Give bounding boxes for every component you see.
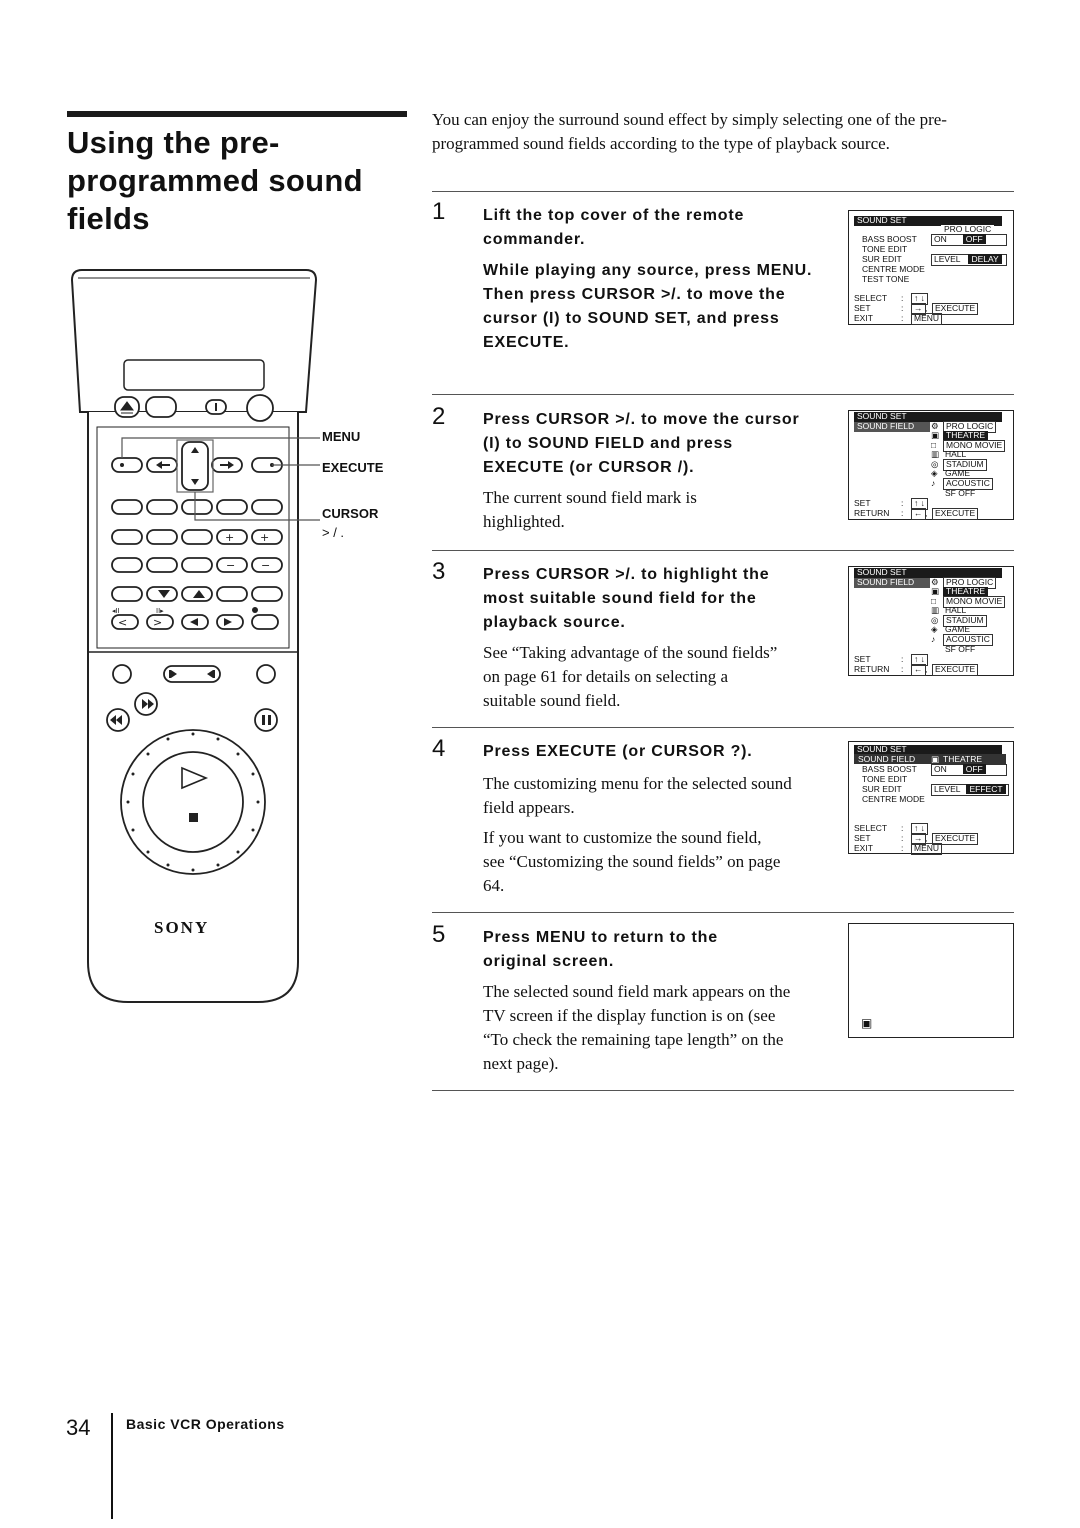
osd-screen-sound-set: SOUND SET SOUND FIELD PRO LOGIC BASS BOOST ON OFF TONE EDIT SUR EDIT LEVEL DELAY CENTRE MODE TEST TONE SELECT : ↑ ↓ SET : → , EXECUTE EXIT : MENU bbox=[848, 210, 1014, 325]
step-body: If you want to customize the sound field, see “Customizing the sound fields” on page 64. bbox=[483, 828, 781, 895]
title-line-1: Using the pre- bbox=[67, 125, 280, 160]
label-execute: EXECUTE bbox=[322, 460, 384, 475]
step-number: 4 bbox=[432, 735, 446, 762]
title-rule bbox=[67, 111, 407, 117]
divider bbox=[432, 1090, 1014, 1091]
svg-text:<: < bbox=[118, 616, 128, 629]
theatre-mark-icon: ▣ bbox=[861, 1016, 873, 1030]
divider bbox=[432, 912, 1014, 913]
page-title bbox=[67, 124, 407, 238]
svg-text:+: + bbox=[225, 531, 235, 544]
step-heading: Press CURSOR >/. to highlight the most suitable sound field for the playback source. bbox=[483, 566, 770, 631]
osd-screen-sound-field-list: SOUND SET SOUND FIELD ⚙ PRO LOGIC ▣ THEATRE □ MONO MOVIE ▥ HALL ◎ STADIUM ◈ GAME ♪ ACOUSTIC SF OFF SET : ↑ ↓ RETURN : ← , EXECUTE bbox=[848, 410, 1014, 520]
svg-text:II▸: II▸ bbox=[156, 607, 164, 615]
svg-text:+: + bbox=[260, 531, 270, 544]
svg-text:◂II: ◂II bbox=[112, 607, 120, 615]
step-heading: Press CURSOR >/. to move the cursor (I) to SOUND FIELD and press EXECUTE (or CURSOR /). bbox=[483, 411, 800, 476]
pause-icon bbox=[255, 709, 277, 731]
step-number: 3 bbox=[432, 558, 446, 585]
step-heading: While playing any source, press MENU. Then press CURSOR >/. to move the cursor (I) to SOUND SET, and press EXECUTE. bbox=[483, 262, 813, 351]
stop-icon bbox=[189, 813, 198, 822]
osd-screen-customize: SOUND SET SOUND FIELD ▣ THEATRE BASS BOOST ON OFF TONE EDIT SUR EDIT LEVEL EFFECT CENTRE MODE SELECT : ↑ ↓ SET : → , EXECUTE EXIT : MENU bbox=[848, 741, 1014, 854]
svg-text:−: − bbox=[226, 559, 236, 572]
step-heading: Lift the top cover of the remote commander. bbox=[483, 207, 745, 248]
step-body: See “Taking advantage of the sound fields” on page 61 for details on selecting a suitable sound field. bbox=[483, 643, 778, 710]
svg-text:−: − bbox=[261, 559, 271, 572]
step-number: 2 bbox=[432, 403, 446, 430]
step-number: 1 bbox=[432, 198, 446, 225]
remote-brand: SONY bbox=[154, 918, 210, 937]
label-cursor-keys: > / . bbox=[322, 525, 345, 540]
osd-screen-sound-field-select: SOUND SET SOUND FIELD ⚙ PRO LOGIC ▣ THEATRE □ MONO MOVIE ▥ HALL ◎ STADIUM ◈ GAME ♪ ACOUSTIC SF OFF SET : ↑ ↓ RETURN : ← , EXECUTE bbox=[848, 566, 1014, 676]
label-cursor: CURSOR bbox=[322, 506, 379, 521]
page-number: 34 bbox=[66, 1415, 91, 1440]
svg-text:>: > bbox=[153, 616, 163, 629]
step-body: The selected sound field mark appears on the TV screen if the display function is on (see “To check the remaining tape length” on the next page). bbox=[483, 982, 791, 1073]
step-body: The current sound field mark is highlighted. bbox=[483, 488, 697, 531]
divider bbox=[432, 191, 1014, 192]
step-body: The customizing menu for the selected sound field appears. bbox=[483, 774, 792, 817]
step-heading: Press EXECUTE (or CURSOR ?). bbox=[483, 743, 753, 760]
remote-illustration bbox=[60, 262, 320, 1012]
divider bbox=[432, 394, 1014, 395]
intro-text: You can enjoy the surround sound effect by simply selecting one of the pre-programmed sound fields according to the type of playback source. bbox=[432, 110, 947, 153]
footer-rule bbox=[111, 1413, 113, 1519]
divider bbox=[432, 550, 1014, 551]
divider bbox=[432, 727, 1014, 728]
title-line-2: programmed sound bbox=[67, 163, 363, 198]
section-label: Basic VCR Operations bbox=[126, 1416, 285, 1432]
step-heading: Press MENU to return to the original screen. bbox=[483, 929, 718, 970]
title-line-3: fields bbox=[67, 201, 150, 236]
osd-screen-tv bbox=[848, 923, 1014, 1038]
label-menu: MENU bbox=[322, 429, 361, 444]
step-number: 5 bbox=[432, 921, 446, 948]
